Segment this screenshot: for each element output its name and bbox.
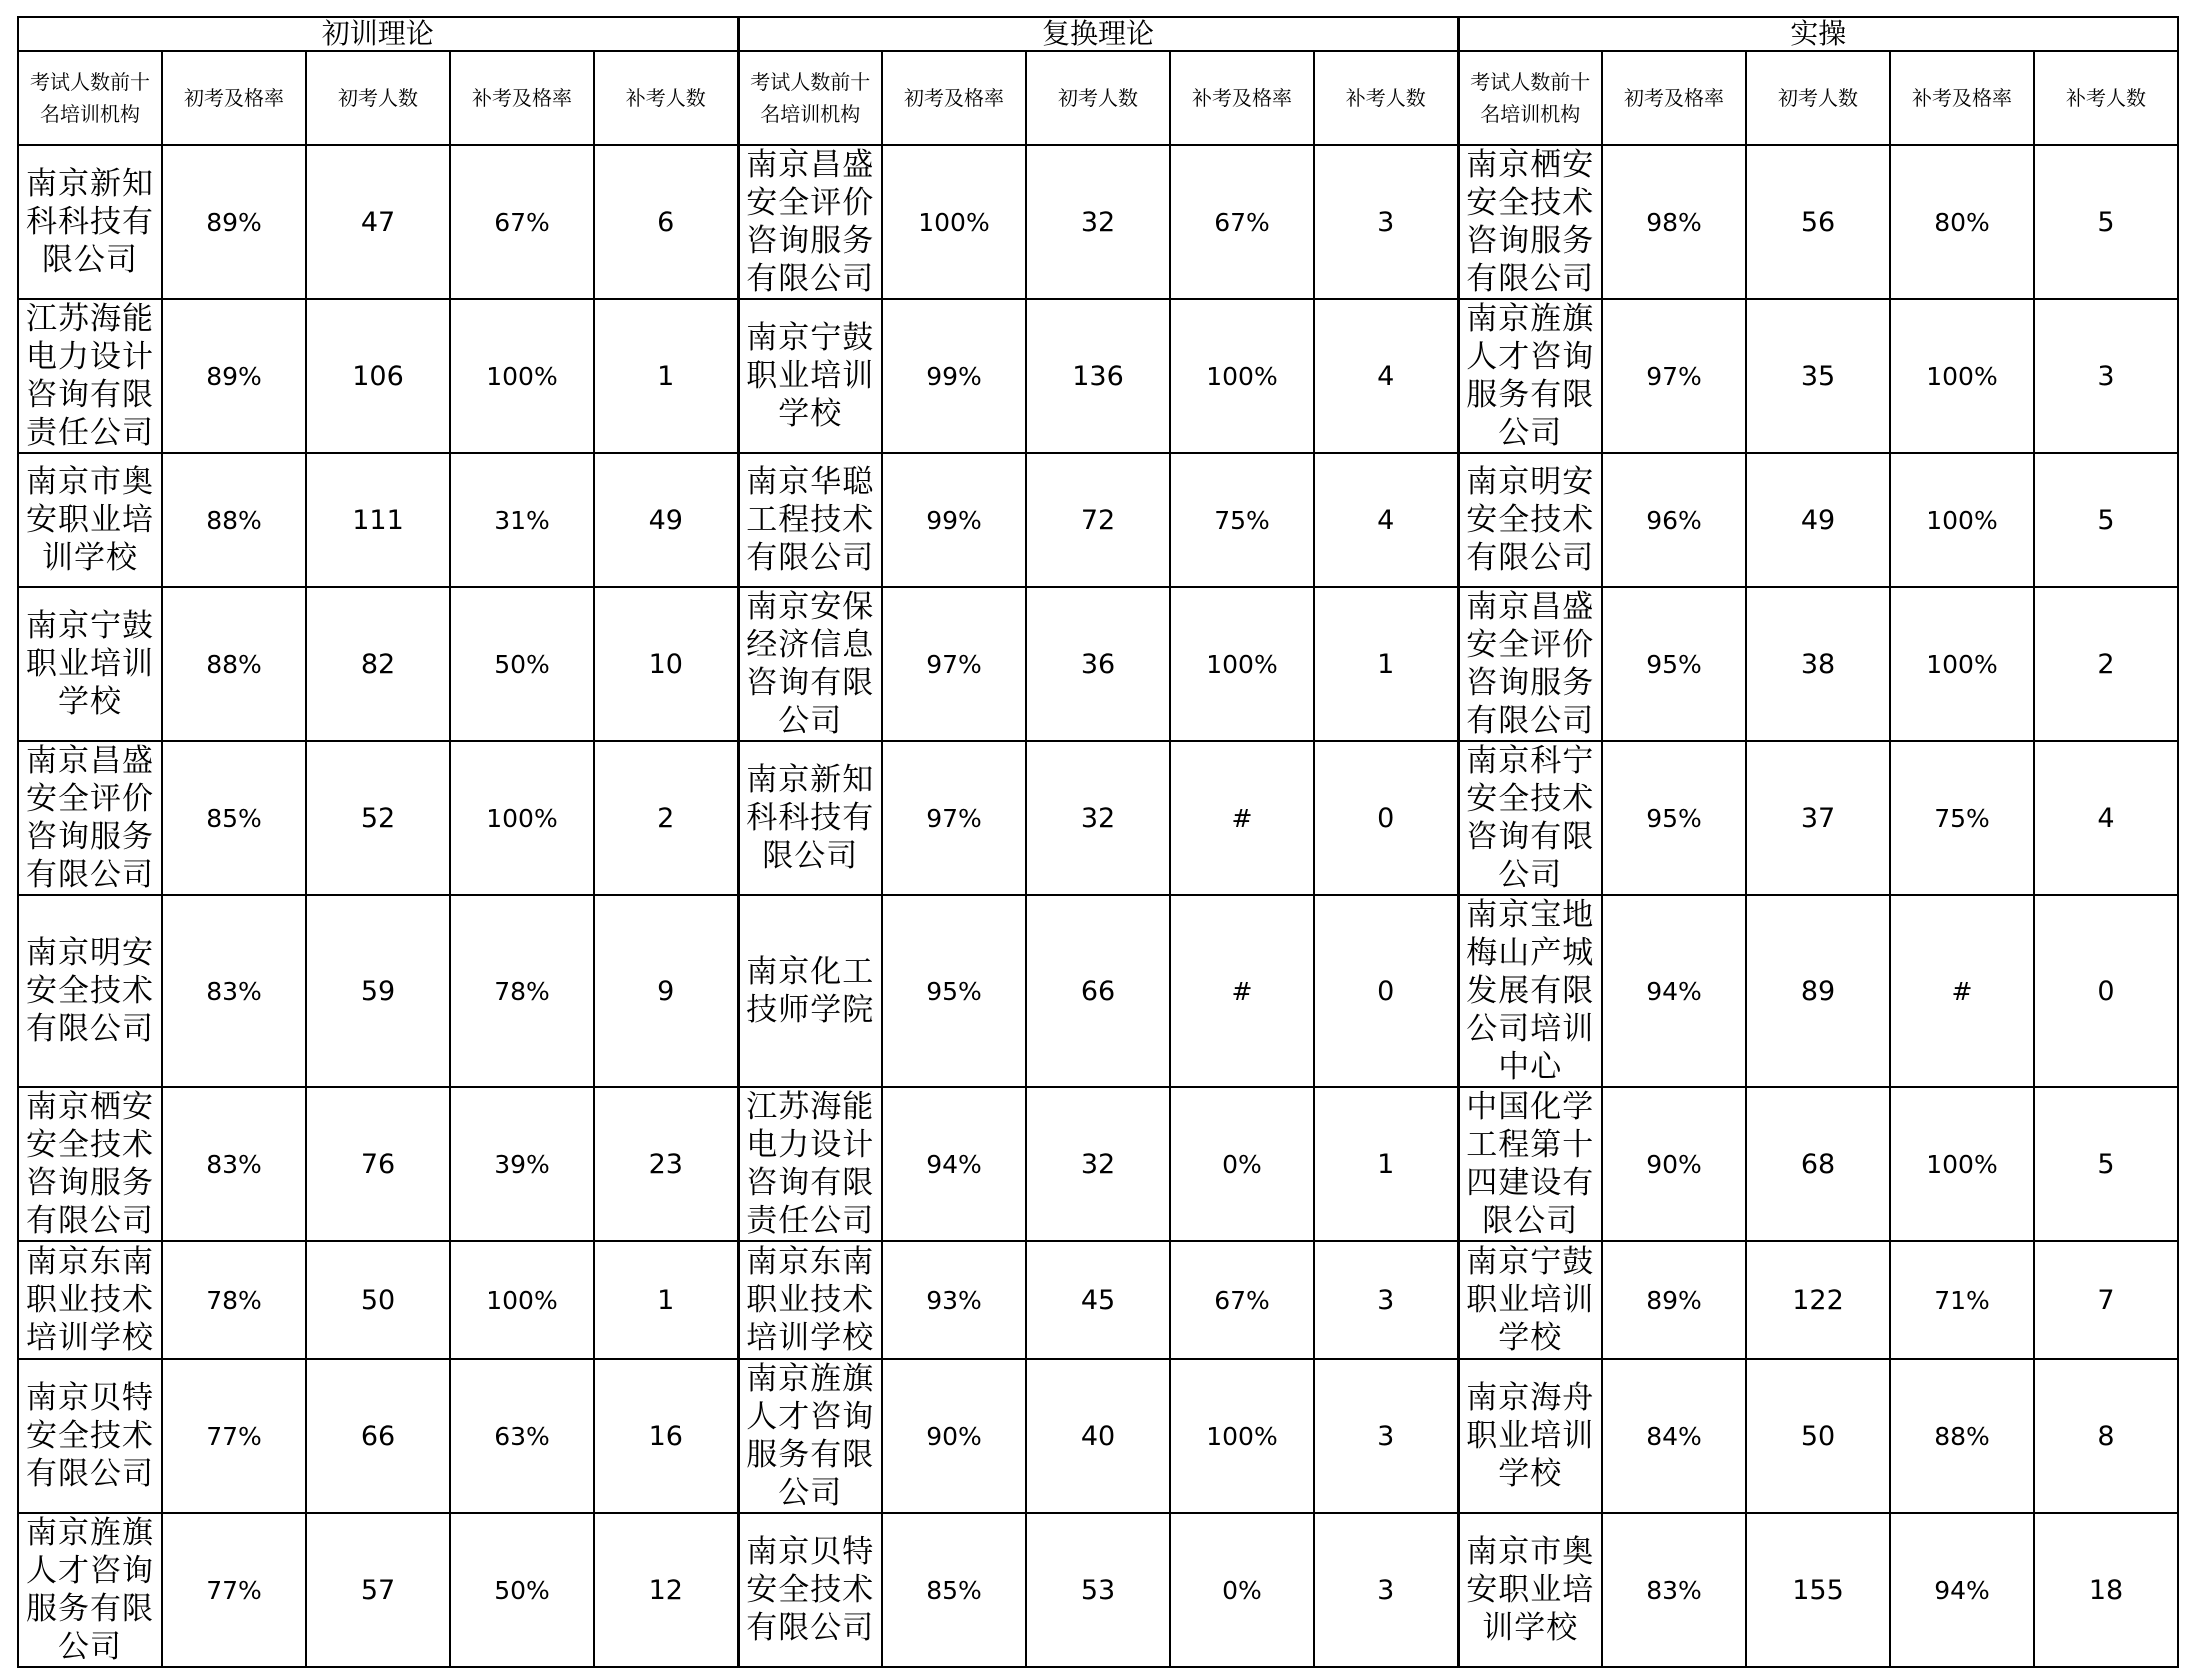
cell-org-name: 南京栖安安全技术咨询服务有限公司 (1458, 145, 1602, 299)
cell-first-count: 47 (306, 145, 450, 299)
cell-retake-pass-rate: 67% (1170, 1241, 1314, 1359)
cell-org-name: 南京宁鼓职业培训学校 (738, 299, 882, 453)
cell-first-pass-rate: 97% (882, 741, 1026, 895)
cell-first-pass-rate: 89% (162, 145, 306, 299)
cell-retake-pass-rate: 100% (1890, 299, 2034, 453)
cell-retake-pass-rate: 0% (1170, 1087, 1314, 1241)
cell-first-pass-rate: 97% (882, 587, 1026, 741)
header-retake-pass-rate: 补考及格率 (1170, 51, 1314, 145)
cell-org-name: 南京东南职业技术培训学校 (18, 1241, 162, 1359)
cell-retake-pass-rate: 67% (1170, 145, 1314, 299)
cell-first-count: 57 (306, 1513, 450, 1667)
cell-org-name: 南京明安安全技术有限公司 (18, 895, 162, 1087)
header-retake-count: 补考人数 (1314, 51, 1458, 145)
cell-first-pass-rate: 77% (162, 1359, 306, 1513)
cell-first-pass-rate: 97% (1602, 299, 1746, 453)
cell-retake-pass-rate: 100% (1170, 299, 1314, 453)
cell-first-count: 82 (306, 587, 450, 741)
cell-first-count: 155 (1746, 1513, 1890, 1667)
cell-org-name: 江苏海能电力设计咨询有限责任公司 (18, 299, 162, 453)
cell-retake-pass-rate: 71% (1890, 1241, 2034, 1359)
cell-first-pass-rate: 94% (1602, 895, 1746, 1087)
cell-retake-pass-rate: # (1890, 895, 2034, 1087)
cell-org-name: 南京贝特安全技术有限公司 (738, 1513, 882, 1667)
cell-retake-count: 3 (2034, 299, 2178, 453)
header-retake-count: 补考人数 (2034, 51, 2178, 145)
cell-first-count: 32 (1026, 145, 1170, 299)
cell-retake-pass-rate: 100% (450, 1241, 594, 1359)
cell-retake-pass-rate: 100% (1170, 1359, 1314, 1513)
cell-first-count: 36 (1026, 587, 1170, 741)
cell-retake-count: 18 (2034, 1513, 2178, 1667)
cell-org-name: 南京宝地梅山产城发展有限公司培训中心 (1458, 895, 1602, 1087)
cell-retake-count: 1 (1314, 1087, 1458, 1241)
cell-retake-count: 0 (1314, 895, 1458, 1087)
cell-first-count: 56 (1746, 145, 1890, 299)
header-first-count: 初考人数 (1026, 51, 1170, 145)
cell-retake-pass-rate: 100% (1170, 587, 1314, 741)
cell-retake-pass-rate: 100% (450, 741, 594, 895)
cell-retake-count: 5 (2034, 453, 2178, 587)
cell-first-count: 66 (306, 1359, 450, 1513)
table-row (18, 895, 2178, 1087)
cell-first-pass-rate: 88% (162, 587, 306, 741)
cell-first-count: 35 (1746, 299, 1890, 453)
cell-org-name: 南京海舟职业培训学校 (1458, 1359, 1602, 1513)
cell-retake-pass-rate: 31% (450, 453, 594, 587)
cell-retake-pass-rate: # (1170, 741, 1314, 895)
cell-org-name: 南京旌旗人才咨询服务有限公司 (1458, 299, 1602, 453)
cell-retake-count: 49 (594, 453, 738, 587)
cell-first-count: 76 (306, 1087, 450, 1241)
group-renewal-theory: 复换理论 (738, 17, 1458, 51)
cell-org-name: 中国化学工程第十四建设有限公司 (1458, 1087, 1602, 1241)
cell-retake-count: 8 (2034, 1359, 2178, 1513)
cell-first-pass-rate: 88% (162, 453, 306, 587)
cell-org-name: 南京昌盛安全评价咨询服务有限公司 (1458, 587, 1602, 741)
cell-first-count: 50 (306, 1241, 450, 1359)
cell-retake-count: 4 (2034, 741, 2178, 895)
table-row (18, 741, 2178, 895)
cell-retake-count: 3 (1314, 145, 1458, 299)
cell-retake-count: 1 (594, 299, 738, 453)
cell-org-name: 南京安保经济信息咨询有限公司 (738, 587, 882, 741)
cell-org-name: 南京旌旗人才咨询服务有限公司 (738, 1359, 882, 1513)
cell-first-pass-rate: 78% (162, 1241, 306, 1359)
cell-retake-count: 5 (2034, 145, 2178, 299)
header-retake-pass-rate: 补考及格率 (450, 51, 594, 145)
cell-first-pass-rate: 98% (1602, 145, 1746, 299)
cell-first-pass-rate: 95% (1602, 587, 1746, 741)
table-row (18, 1241, 2178, 1359)
cell-first-pass-rate: 89% (162, 299, 306, 453)
cell-org-name: 南京华聪工程技术有限公司 (738, 453, 882, 587)
cell-first-count: 38 (1746, 587, 1890, 741)
cell-first-count: 106 (306, 299, 450, 453)
table-row (18, 1087, 2178, 1241)
cell-org-name: 南京市奥安职业培训学校 (1458, 1513, 1602, 1667)
cell-retake-pass-rate: 78% (450, 895, 594, 1087)
cell-org-name: 南京昌盛安全评价咨询服务有限公司 (18, 741, 162, 895)
cell-retake-count: 1 (1314, 587, 1458, 741)
cell-retake-count: 16 (594, 1359, 738, 1513)
cell-org-name: 南京贝特安全技术有限公司 (18, 1359, 162, 1513)
cell-retake-pass-rate: # (1170, 895, 1314, 1087)
table-row (18, 1359, 2178, 1513)
group-header-row (18, 17, 2178, 51)
cell-first-pass-rate: 95% (882, 895, 1026, 1087)
cell-org-name: 南京新知科科技有限公司 (18, 145, 162, 299)
table-body (18, 145, 2178, 1667)
cell-retake-pass-rate: 39% (450, 1087, 594, 1241)
cell-retake-pass-rate: 100% (450, 299, 594, 453)
header-first-pass-rate: 初考及格率 (162, 51, 306, 145)
cell-org-name: 南京化工技师学院 (738, 895, 882, 1087)
table-row (18, 299, 2178, 453)
header-org: 考试人数前十名培训机构 (1458, 51, 1602, 145)
table-row (18, 453, 2178, 587)
cell-first-pass-rate: 96% (1602, 453, 1746, 587)
cell-org-name: 南京科宁安全技术咨询有限公司 (1458, 741, 1602, 895)
cell-retake-pass-rate: 75% (1890, 741, 2034, 895)
cell-retake-pass-rate: 67% (450, 145, 594, 299)
cell-retake-count: 10 (594, 587, 738, 741)
cell-first-count: 68 (1746, 1087, 1890, 1241)
cell-org-name: 南京明安安全技术有限公司 (1458, 453, 1602, 587)
cell-first-count: 45 (1026, 1241, 1170, 1359)
cell-retake-count: 23 (594, 1087, 738, 1241)
cell-org-name: 南京东南职业技术培训学校 (738, 1241, 882, 1359)
cell-first-pass-rate: 83% (1602, 1513, 1746, 1667)
training-results-table (17, 16, 2179, 1668)
cell-first-pass-rate: 95% (1602, 741, 1746, 895)
cell-retake-count: 0 (1314, 741, 1458, 895)
cell-first-pass-rate: 85% (162, 741, 306, 895)
cell-first-pass-rate: 99% (882, 299, 1026, 453)
column-header-row (18, 51, 2178, 145)
cell-retake-count: 3 (1314, 1359, 1458, 1513)
cell-first-pass-rate: 89% (1602, 1241, 1746, 1359)
cell-retake-pass-rate: 50% (450, 1513, 594, 1667)
cell-retake-count: 12 (594, 1513, 738, 1667)
cell-org-name: 江苏海能电力设计咨询有限责任公司 (738, 1087, 882, 1241)
table-row (18, 587, 2178, 741)
table-row (18, 145, 2178, 299)
cell-first-count: 53 (1026, 1513, 1170, 1667)
cell-first-pass-rate: 84% (1602, 1359, 1746, 1513)
cell-org-name: 南京新知科科技有限公司 (738, 741, 882, 895)
cell-first-pass-rate: 90% (1602, 1087, 1746, 1241)
cell-first-count: 66 (1026, 895, 1170, 1087)
cell-org-name: 南京市奥安职业培训学校 (18, 453, 162, 587)
cell-org-name: 南京栖安安全技术咨询服务有限公司 (18, 1087, 162, 1241)
group-practical: 实操 (1458, 17, 2178, 51)
cell-retake-count: 2 (2034, 587, 2178, 741)
cell-org-name: 南京宁鼓职业培训学校 (1458, 1241, 1602, 1359)
cell-first-count: 37 (1746, 741, 1890, 895)
cell-first-count: 50 (1746, 1359, 1890, 1513)
cell-retake-pass-rate: 50% (450, 587, 594, 741)
cell-org-name: 南京昌盛安全评价咨询服务有限公司 (738, 145, 882, 299)
header-first-count: 初考人数 (306, 51, 450, 145)
cell-retake-pass-rate: 0% (1170, 1513, 1314, 1667)
cell-first-pass-rate: 85% (882, 1513, 1026, 1667)
cell-first-pass-rate: 77% (162, 1513, 306, 1667)
cell-retake-count: 4 (1314, 299, 1458, 453)
cell-retake-pass-rate: 75% (1170, 453, 1314, 587)
cell-first-count: 52 (306, 741, 450, 895)
cell-first-count: 49 (1746, 453, 1890, 587)
header-org: 考试人数前十名培训机构 (18, 51, 162, 145)
header-retake-count: 补考人数 (594, 51, 738, 145)
cell-first-count: 32 (1026, 741, 1170, 895)
cell-first-count: 40 (1026, 1359, 1170, 1513)
header-first-count: 初考人数 (1746, 51, 1890, 145)
cell-first-count: 89 (1746, 895, 1890, 1087)
cell-retake-count: 6 (594, 145, 738, 299)
cell-retake-count: 7 (2034, 1241, 2178, 1359)
cell-first-pass-rate: 94% (882, 1087, 1026, 1241)
cell-first-count: 72 (1026, 453, 1170, 587)
cell-org-name: 南京宁鼓职业培训学校 (18, 587, 162, 741)
cell-retake-pass-rate: 88% (1890, 1359, 2034, 1513)
cell-first-pass-rate: 90% (882, 1359, 1026, 1513)
cell-first-count: 111 (306, 453, 450, 587)
cell-retake-count: 9 (594, 895, 738, 1087)
group-initial-theory: 初训理论 (18, 17, 738, 51)
cell-retake-pass-rate: 100% (1890, 1087, 2034, 1241)
header-first-pass-rate: 初考及格率 (882, 51, 1026, 145)
cell-retake-pass-rate: 63% (450, 1359, 594, 1513)
cell-retake-count: 1 (594, 1241, 738, 1359)
cell-first-pass-rate: 100% (882, 145, 1026, 299)
cell-retake-pass-rate: 100% (1890, 453, 2034, 587)
cell-org-name: 南京旌旗人才咨询服务有限公司 (18, 1513, 162, 1667)
cell-retake-pass-rate: 100% (1890, 587, 2034, 741)
cell-first-count: 59 (306, 895, 450, 1087)
cell-first-count: 32 (1026, 1087, 1170, 1241)
cell-first-pass-rate: 83% (162, 895, 306, 1087)
cell-first-pass-rate: 99% (882, 453, 1026, 587)
cell-first-pass-rate: 93% (882, 1241, 1026, 1359)
cell-retake-count: 3 (1314, 1241, 1458, 1359)
header-retake-pass-rate: 补考及格率 (1890, 51, 2034, 145)
cell-retake-pass-rate: 94% (1890, 1513, 2034, 1667)
cell-first-count: 122 (1746, 1241, 1890, 1359)
cell-retake-count: 5 (2034, 1087, 2178, 1241)
cell-retake-count: 0 (2034, 895, 2178, 1087)
table-row (18, 1513, 2178, 1667)
cell-retake-pass-rate: 80% (1890, 145, 2034, 299)
header-org: 考试人数前十名培训机构 (738, 51, 882, 145)
cell-retake-count: 4 (1314, 453, 1458, 587)
cell-first-pass-rate: 83% (162, 1087, 306, 1241)
cell-retake-count: 2 (594, 741, 738, 895)
cell-retake-count: 3 (1314, 1513, 1458, 1667)
cell-first-count: 136 (1026, 299, 1170, 453)
header-first-pass-rate: 初考及格率 (1602, 51, 1746, 145)
